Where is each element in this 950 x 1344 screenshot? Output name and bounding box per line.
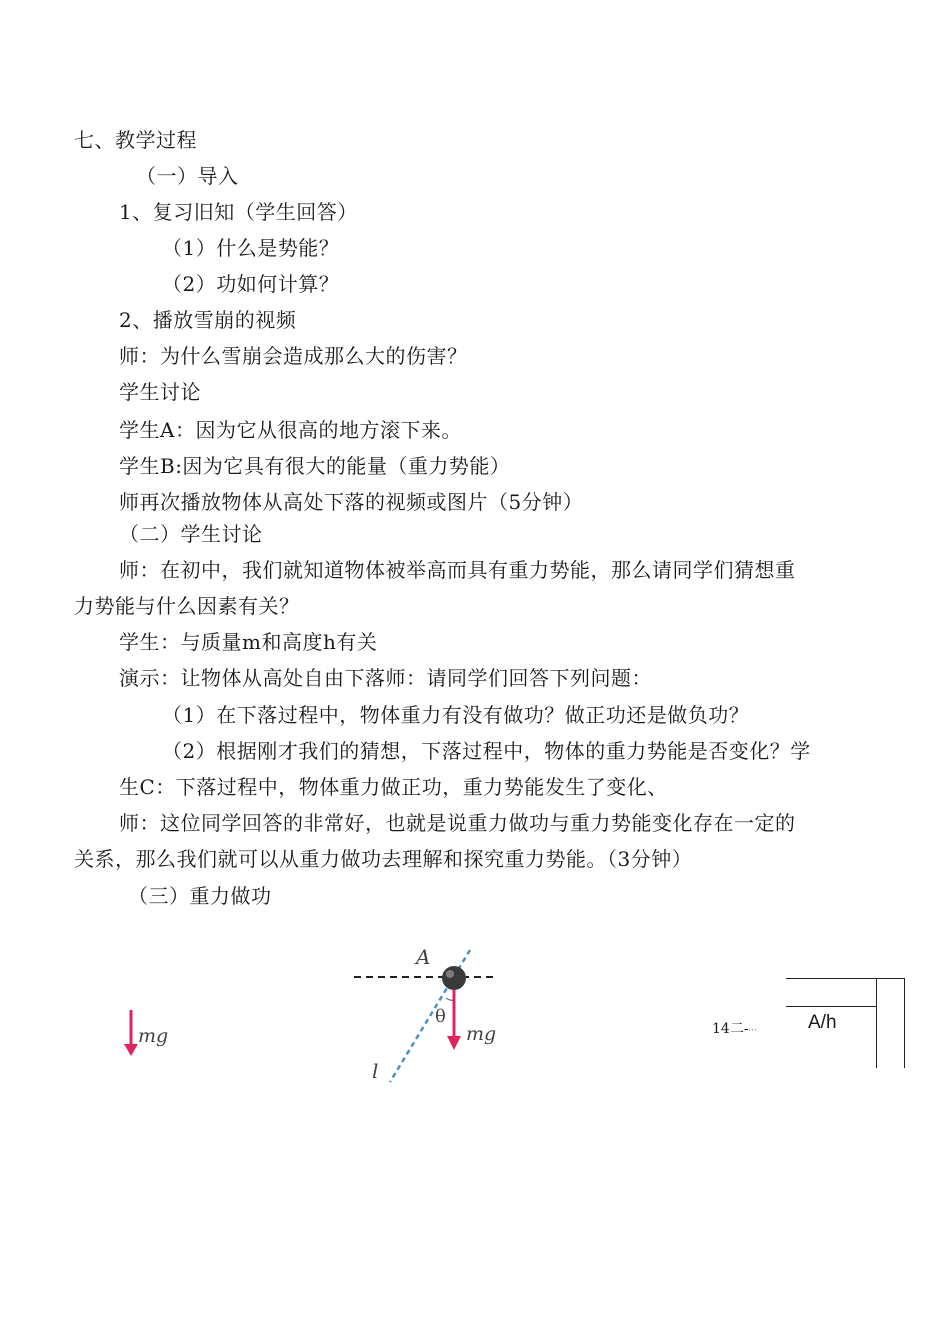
left-mg-label: mg [138,1025,169,1047]
text-line: 演示：让物体从高处自由下落师：请同学们回答下列问题： [119,666,652,690]
section-heading: 七、教学过程 [74,128,197,152]
text-line: 关系，那么我们就可以从重力做功去理解和探究重力势能。（3分钟） [74,847,693,871]
table-border-mid [786,1006,876,1007]
text-line: 学生讨论 [119,380,201,404]
theta-label: θ [435,1006,446,1027]
text-line: 师：为什么雪崩会造成那么大的伤害？ [119,344,468,368]
text-line: 学生：与质量m和高度h有关 [119,630,378,654]
text-line: 学生A：因为它从很高的地方滚下来。 [119,418,462,442]
text-line: （1）什么是势能？ [162,236,340,260]
text-line: （2）根据刚才我们的猜想，下落过程中，物体的重力势能是否变化？学 [162,739,811,763]
text-line: 师：这位同学回答的非常好，也就是说重力做功与重力势能变化存在一定的 [119,811,796,835]
text-line: （1）在下落过程中，物体重力有没有做功？做正功还是做负功？ [162,703,750,727]
table-border-inner [876,978,877,1068]
text-line: 师再次播放物体从高处下落的视频或图片（5分钟） [119,490,584,514]
subsection-heading: （三）重力做功 [128,884,272,908]
subsection-heading: （二）学生讨论 [119,522,263,546]
force-arrow-head [447,1036,461,1050]
text-line: 师：在初中，我们就知道物体被举高而具有重力势能，那么请同学们猜想重 [119,558,796,582]
text-line: （2）功如何计算？ [162,272,340,296]
table-border-right [904,978,905,1068]
incline-ball-figure [350,940,510,1090]
subsection-heading: （一）导入 [136,164,239,188]
text-line: 1、复习旧知（学生回答） [119,200,358,224]
mg-label: mg [466,1023,497,1045]
text-line: 力势能与什么因素有关？ [74,594,300,618]
text-line: 生C：下落过程中，物体重力做正功，重力势能发生了变化、 [119,775,668,799]
gravity-arrow-figure [118,1006,188,1062]
force-arrow-head [124,1044,138,1056]
ball [442,966,466,990]
table-border-top [786,978,904,979]
point-a-label: A [416,945,431,969]
page-number-text: 14二-ˑˑˑ [712,1021,757,1037]
text-line: 2、播放雪崩的视频 [119,308,297,332]
length-l-label: l [372,1059,379,1083]
table-cell-label: A/h [808,1012,837,1033]
text-line: 学生B:因为它具有很大的能量（重力势能） [119,454,511,478]
